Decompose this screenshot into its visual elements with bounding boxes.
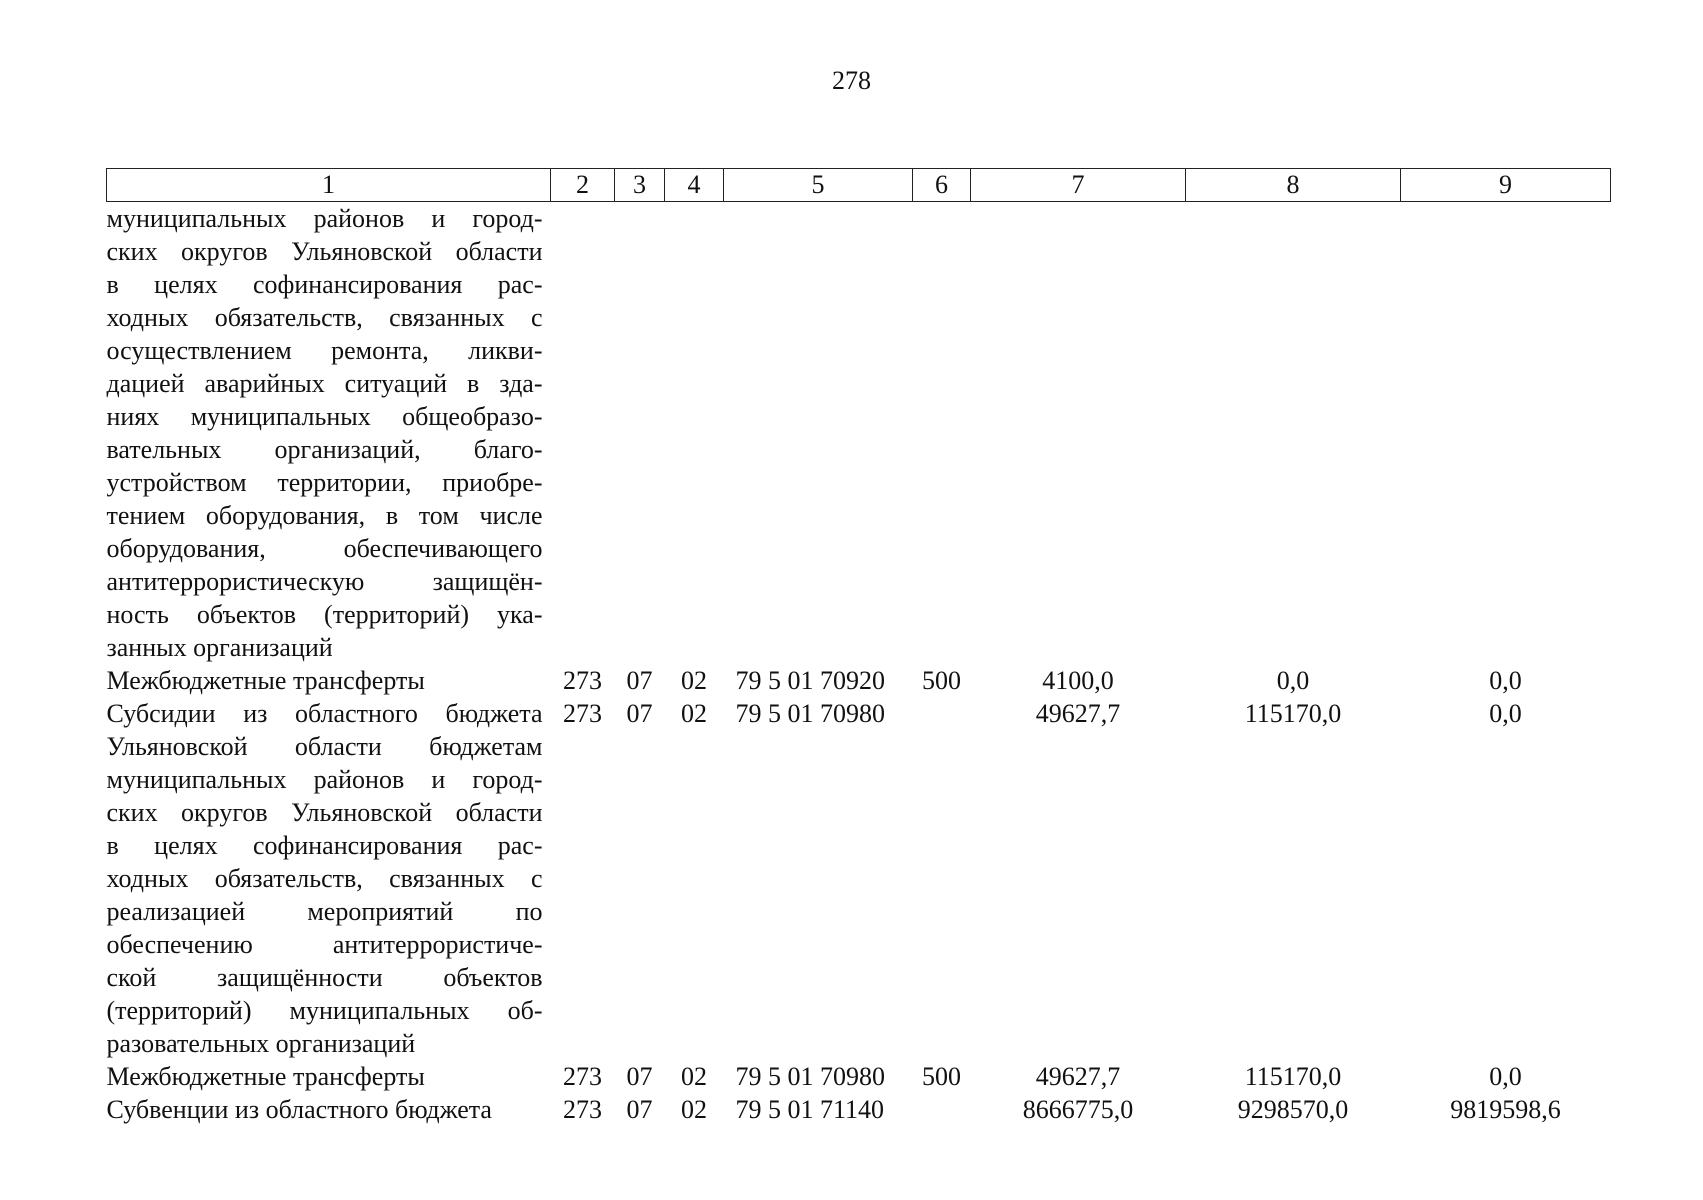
table-body bbox=[107, 202, 1611, 1127]
section-code: 07 bbox=[626, 699, 653, 728]
target-article-code: 79 5 01 70980 bbox=[735, 699, 885, 728]
target-article-code: 79 5 01 71140 bbox=[735, 1095, 885, 1124]
expense-type-code: 500 bbox=[922, 1062, 961, 1091]
amount-col-8: 9298570,0 bbox=[1237, 1095, 1349, 1124]
amount-col-7 bbox=[971, 202, 1186, 665]
amount-col-8: 115170,0 bbox=[1244, 1062, 1342, 1091]
subsection-code: 02 bbox=[681, 699, 707, 728]
header-col-3: 3 bbox=[615, 169, 665, 202]
amount-col-9: 0,0 bbox=[1489, 666, 1522, 695]
table-row bbox=[107, 1093, 1611, 1126]
admin-code: 273 bbox=[563, 1095, 602, 1124]
page-number: 278 bbox=[832, 66, 871, 95]
row-description bbox=[107, 697, 551, 1060]
description-line: муниципальных районов и город- bbox=[106, 204, 543, 233]
header-col-6: 6 bbox=[913, 169, 971, 202]
header-col-9: 9 bbox=[1401, 169, 1611, 202]
description-line: устройством территории, приобре- bbox=[106, 468, 543, 497]
description-line: антитеррористическую защищён- bbox=[106, 567, 543, 596]
amount-col-9: 0,0 bbox=[1489, 699, 1522, 728]
description-line: ниях муниципальных общеобразо- bbox=[106, 402, 543, 431]
description-line: Межбюджетные трансферты bbox=[106, 666, 425, 695]
admin-code: 273 bbox=[563, 699, 602, 728]
header-col-7: 7 bbox=[971, 169, 1186, 202]
header-col-5: 5 bbox=[724, 169, 913, 202]
table-header bbox=[107, 169, 1611, 202]
amount-col-8: 0,0 bbox=[1276, 666, 1310, 695]
admin-code: 273 bbox=[563, 666, 602, 695]
description-line: осуществлением ремонта, ликви- bbox=[106, 336, 543, 365]
row-description bbox=[107, 1093, 551, 1126]
description-line: обеспечению антитеррористиче- bbox=[106, 930, 543, 959]
description-line: (территорий) муниципальных об- bbox=[106, 996, 543, 1025]
description-line: дацией аварийных ситуаций в зда- bbox=[106, 369, 543, 398]
row-description bbox=[107, 1060, 551, 1093]
subsection-code bbox=[665, 202, 724, 665]
amount-col-9: 0,0 bbox=[1489, 1062, 1522, 1091]
description-line: ходных обязательств, связанных с bbox=[106, 864, 543, 893]
description-line: ской защищённости объектов bbox=[106, 963, 543, 992]
expense-type-code bbox=[913, 202, 971, 665]
budget-table bbox=[106, 168, 1611, 1126]
table-row bbox=[107, 1060, 1611, 1093]
subsection-code: 02 bbox=[681, 1062, 707, 1091]
row-description bbox=[107, 202, 551, 665]
expense-type-code: 500 bbox=[922, 666, 961, 695]
description-line: в целях софинансирования рас- bbox=[106, 270, 543, 299]
subsection-code: 02 bbox=[681, 1095, 707, 1124]
description-line: Субвенции из областного бюджета bbox=[106, 1095, 492, 1124]
description-line: ность объектов (территорий) ука- bbox=[106, 600, 543, 629]
description-line: Ульяновской области бюджетам bbox=[106, 732, 543, 761]
expense-type-code bbox=[913, 697, 971, 1060]
description-line: разовательных организаций bbox=[106, 1029, 416, 1058]
description-line: Межбюджетные трансферты bbox=[106, 1062, 425, 1091]
target-article-code: 79 5 01 70980 bbox=[735, 1062, 885, 1091]
description-line: реализацией мероприятий по bbox=[106, 897, 543, 926]
amount-col-7: 49627,7 bbox=[1035, 699, 1121, 728]
description-line: вательных организаций, благо- bbox=[106, 435, 543, 464]
header-col-4: 4 bbox=[665, 169, 724, 202]
amount-col-7: 4100,0 bbox=[1042, 666, 1114, 695]
header-col-1: 1 bbox=[107, 169, 551, 202]
table-row bbox=[107, 697, 1611, 1060]
table-row bbox=[107, 664, 1611, 697]
description-line: оборудования, обеспечивающего bbox=[106, 534, 543, 563]
section-code: 07 bbox=[626, 1062, 653, 1091]
amount-col-9: 9819598,6 bbox=[1450, 1095, 1561, 1124]
description-line: ских округов Ульяновской области bbox=[106, 798, 543, 827]
header-col-2: 2 bbox=[551, 169, 615, 202]
description-line: занных организаций bbox=[106, 633, 333, 662]
row-description bbox=[107, 664, 551, 697]
admin-code bbox=[551, 202, 615, 665]
amount-col-7: 8666775,0 bbox=[1022, 1095, 1134, 1124]
header-col-8: 8 bbox=[1186, 169, 1401, 202]
table-row bbox=[107, 202, 1611, 665]
amount-col-8: 115170,0 bbox=[1244, 699, 1342, 728]
amount-col-7: 49627,7 bbox=[1035, 1062, 1121, 1091]
target-article-code bbox=[724, 202, 913, 665]
amount-col-8 bbox=[1186, 202, 1401, 665]
section-code: 07 bbox=[626, 1095, 653, 1124]
section-code: 07 bbox=[626, 666, 653, 695]
header-row bbox=[107, 169, 1611, 202]
admin-code: 273 bbox=[563, 1062, 602, 1091]
description-line: ских округов Ульяновской области bbox=[106, 237, 543, 266]
description-line: ходных обязательств, связанных с bbox=[106, 303, 543, 332]
target-article-code: 79 5 01 70920 bbox=[735, 666, 885, 695]
subsection-code: 02 bbox=[681, 666, 707, 695]
amount-col-9 bbox=[1401, 202, 1611, 665]
section-code bbox=[615, 202, 665, 665]
description-line: Субсидии из областного бюджета bbox=[106, 699, 543, 728]
description-line: муниципальных районов и город- bbox=[106, 765, 543, 794]
expense-type-code bbox=[913, 1093, 971, 1126]
description-line: в целях софинансирования рас- bbox=[106, 831, 543, 860]
description-line: тением оборудования, в том числе bbox=[106, 501, 543, 530]
